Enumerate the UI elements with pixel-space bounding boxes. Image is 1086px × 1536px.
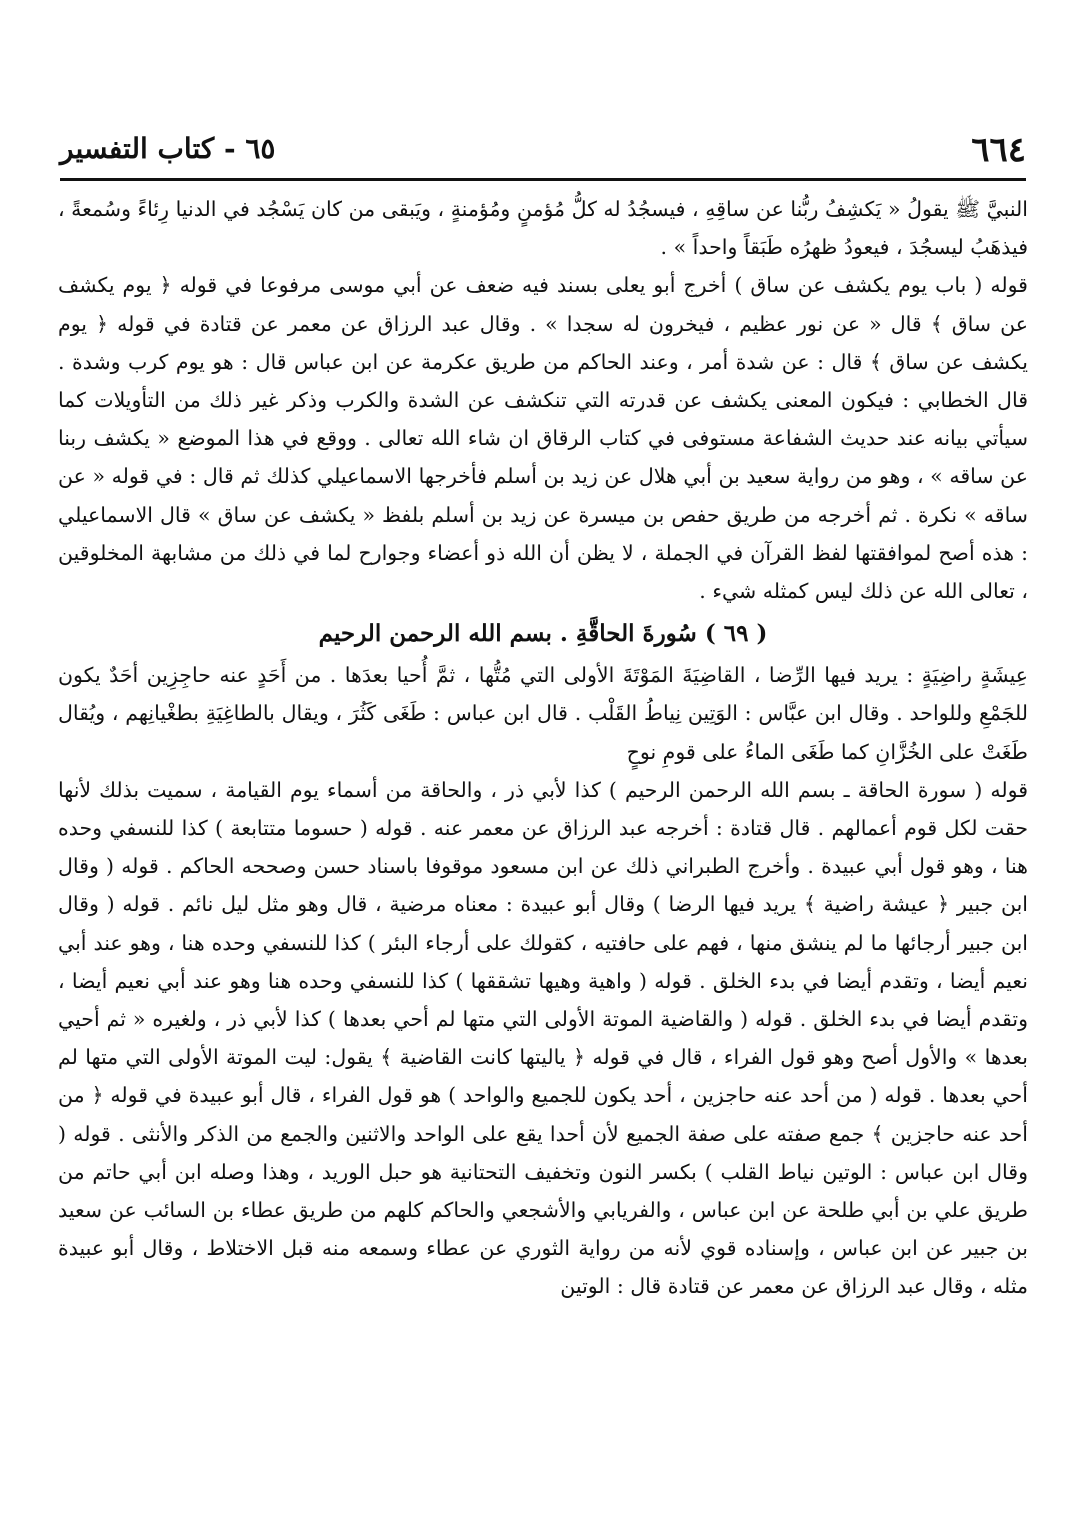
- page-number: ٦٦٤: [971, 130, 1026, 170]
- bukhari-text: عِيشَةٍ راضِيَةٍ : يريد فيها الرِّضا ، القاضِيَةَ المَوْتَةَ الأولى التي مُتُّها ، ثمَّ أُحيا بعدَها . من أَحَدٍ عنه حاجِزِين أحَدٌ يكون للجَمْعِ وللواحد . وقال ابن عبَّاس : الوَتِين نِياطُ القَلْب . قال ابن عباس : طَغَى كَثُرَ ، ويقال بالطاغِيَةِ بطغْيانِهم ، ويُقال طَغَتْ على الخُزَّانِ كما طَغَى الماءُ على قومِ نوحٍ: [58, 663, 1028, 764]
- page-body: [58, 190, 1028, 1522]
- surah-heading: ( ٦٩ ) سُورةَ الحاقَّةِ . بسم الله الرحمن الرحيم: [318, 620, 768, 648]
- header-rule: [60, 178, 1026, 181]
- page-header: [60, 130, 1026, 176]
- hadith-text: النبيَّ ﷺ يقولُ « يَكشِفُ ربُّنا عن ساقِهِ ، فيسجُدُ له كلُّ مُؤمنٍ ومُؤمنةٍ ، ويَبقى من كان يَسْجُد في الدنيا رِئاءً وسُمعةً ، فيذهَبُ ليسجُدَ ، فيعودُ ظهرُه طَبَقاً واحداً » .: [58, 197, 1028, 260]
- commentary-paragraph: قوله ( باب يوم يكشف عن ساق ) أخرج أبو يعلى بسند فيه ضعف عن أبي موسى مرفوعا في قوله ﴿ يوم يكشف عن ساق ﴾ قال « عن نور عظيم ، فيخرون له سجدا » . وقال عبد الرزاق عن معمر عن قتادة في قوله ﴿ يوم يكشف عن ساق ﴾ قال : عن شدة أمر ، وعند الحاكم من طريق عكرمة عن ابن عباس قال : هو يوم كرب وشدة . قال الخطابي : فيكون المعنى يكشف عن قدرته التي تنكشف عن الشدة والكرب وذكر غير ذلك من التأويلات كما سيأتي بيانه عند حديث الشفاعة مستوفى في كتاب الرقاق ان شاء الله تعالى . ووقع في هذا الموضع « يكشف ربنا عن ساقه » ، وهو من رواية سعيد بن أبي هلال عن زيد بن أسلم فأخرجها الاسماعيلي كذلك ثم قال : في قوله « عن ساقه » نكرة . ثم أخرجه من طريق حفص بن ميسرة عن زيد بن أسلم بلفظ « يكشف عن ساق » قال الاسماعيلي : هذه أصح لموافقتها لفظ القرآن في الجملة ، لا يظن أن الله ذو أعضاء وجوارح لما في ذلك من مشابهة المخلوقين ، تعالى الله عن ذلك ليس كمثله شيء .: [58, 273, 1028, 604]
- running-title: ٦٥ - كتاب التفسير: [60, 132, 276, 165]
- commentary-paragraph-2: قوله ( سورة الحاقة ـ بسم الله الرحمن الرحيم ) كذا لأبي ذر ، والحاقة من أسماء يوم القيامة ، سميت بذلك لأنها حقت لكل قوم أعمالهم . قال قتادة : أخرجه عبد الرزاق عن معمر عنه . قوله ( حسوما متتابعة ) كذا للنسفي وحده هنا ، وهو قول أبي عبيدة . وأخرج الطبراني ذلك عن ابن مسعود موقوفا باسناد حسن وصححه الحاكم . قوله ( وقال ابن جبير ﴿ عيشة راضية ﴾ يريد فيها الرضا ) وقال أبو عبيدة : معناه مرضية ، قال وهو مثل ليل نائم . قوله ( وقال ابن جبير أرجائها ما لم ينشق منها ، فهم على حافتيه ، كقولك على أرجاء البئر ) كذا للنسفي وحده هنا ، وهو عند أبي نعيم أيضا ، وتقدم أيضا في بدء الخلق . قوله ( واهية وهيها تشققها ) كذا للنسفي وحده هنا وهو عند أبي نعيم أيضا ، وتقدم أيضا في بدء الخلق . قوله ( والقاضية الموتة الأولى التي متها لم أحي بعدها ) كذا لأبي ذر ، ولغيره « ثم أحيي بعدها » والأول أصح وهو قول الفراء ، قال في قوله ﴿ ياليتها كانت القاضية ﴾ يقول: ليت الموتة الأولى التي متها لم أحي بعدها . قوله ( من أحد عنه حاجزين ، أحد يكون للجميع والواحد ) هو قول الفراء ، قال أبو عبيدة في قوله ﴿ من أحد عنه حاجزين ﴾ جمع صفته على صفة الجميع لأن أحدا يقع على الواحد والاثنين والجمع من الذكر والأنثى . قوله ( وقال ابن عباس : الوتين نياط القلب ) بكسر النون وتخفيف التحتانية هو حبل الوريد ، وهذا وصله ابن أبي حاتم من طريق علي بن أبي طلحة عن ابن عباس ، والفريابي والأشجعي والحاكم كلهم من طريق عطاء بن السائب عن سعيد بن جبير عن ابن عباس ، وإسناده قوي لأنه من رواية الثوري عن عطاء وسمعه منه قبل الاختلاط ، وقال أبو عبيدة مثله ، وقال عبد الرزاق عن معمر عن قتادة قال : الوتين: [58, 777, 1028, 1299]
